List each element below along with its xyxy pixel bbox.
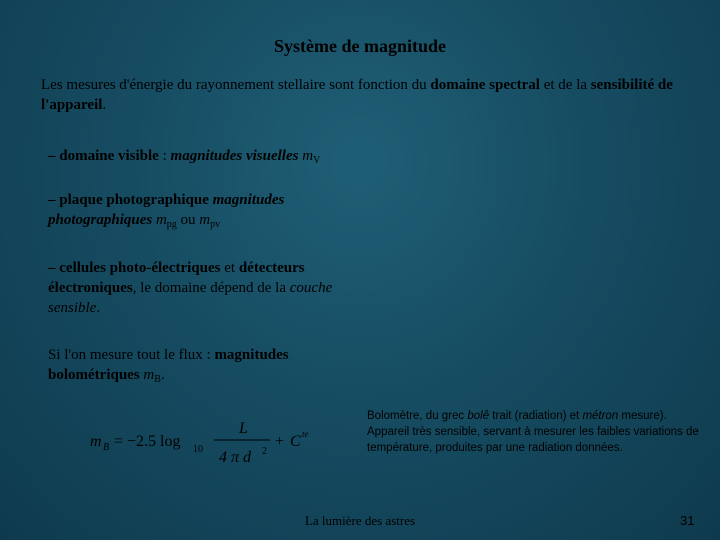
item-visible-colon: :	[158, 148, 171, 164]
item-visible-italic: magnitudes visuelles	[170, 148, 299, 164]
item-bolo-text1: Si l'on mesure tout le flux :	[48, 347, 215, 363]
intro-text-3: .	[102, 97, 107, 113]
footer-title: La lumière des astres	[304, 513, 416, 528]
formula-lhs: m	[90, 433, 102, 450]
item-bolo-bold: magnitudes bolométriques	[48, 347, 289, 383]
formula-denominator: 4 π d	[219, 449, 252, 466]
item-photo-sym1: m	[152, 212, 167, 228]
note-i1: bolê	[467, 410, 490, 422]
item-visible-symbol: m	[298, 148, 314, 164]
formula-lhs-sub: B	[103, 442, 110, 453]
formula-eq: = −2.5 log	[114, 433, 181, 450]
item-photo-or: ou	[176, 212, 200, 228]
item-photo-italic: magnitudes photographiques	[48, 192, 285, 228]
item-cells-bold1: – cellules photo-électriques	[48, 260, 221, 276]
formula-den-exp: 2	[262, 446, 267, 457]
bolometer-note	[367, 408, 707, 456]
item-cells-text3: .	[96, 300, 101, 316]
note-t2: trait (radiation) et	[489, 410, 583, 422]
page-number: 31	[680, 513, 695, 528]
item-photo-sub2: pv	[210, 219, 221, 230]
formula-log-base: 10	[193, 444, 203, 455]
bolometric-formula	[90, 415, 330, 478]
note-i2: métron	[582, 410, 619, 422]
item-cells-bold2: détecteurs électroniques	[48, 260, 305, 296]
item-photo-sub1: pg	[166, 219, 177, 230]
item-cells-text1: et	[220, 260, 239, 276]
item-bolo-end: .	[160, 367, 165, 383]
item-photo	[48, 190, 358, 235]
slide-title: Système de magnitude	[274, 36, 446, 56]
item-cells-italic: couche sensible	[48, 280, 333, 316]
item-visible-sub: V	[313, 155, 321, 166]
item-bolo-sub: B	[154, 374, 161, 385]
item-cells	[48, 258, 358, 318]
intro-paragraph	[41, 75, 701, 115]
formula-plus: +	[275, 433, 285, 450]
note-t1: Bolomètre, du grec	[367, 410, 468, 422]
item-visible	[48, 146, 448, 171]
item-bolometric	[48, 345, 358, 390]
item-photo-prefix: – plaque photographique	[48, 192, 209, 208]
formula-const: C	[290, 433, 301, 450]
item-photo-sym2: m	[199, 212, 211, 228]
item-visible-prefix: – domaine visible	[48, 148, 159, 164]
intro-bold-spectral: domaine spectral	[430, 77, 540, 93]
intro-bold-sensibility: sensibilité de l'appareil	[41, 77, 673, 113]
intro-text-1: Les mesures d'énergie du rayonnement stellaire sont fonction du	[41, 77, 431, 93]
formula-svg	[90, 415, 330, 473]
formula-numerator: L	[239, 420, 248, 437]
item-cells-text2: , le domaine dépend de la	[132, 280, 290, 296]
note-t3: mesure). Appareil très sensible, servant à mesurer les faibles variations de température, produites par une radiation données.	[367, 410, 699, 454]
intro-text-2: et de la	[539, 77, 591, 93]
formula-const-exp: te	[302, 429, 309, 439]
item-bolo-sym: m	[139, 367, 155, 383]
